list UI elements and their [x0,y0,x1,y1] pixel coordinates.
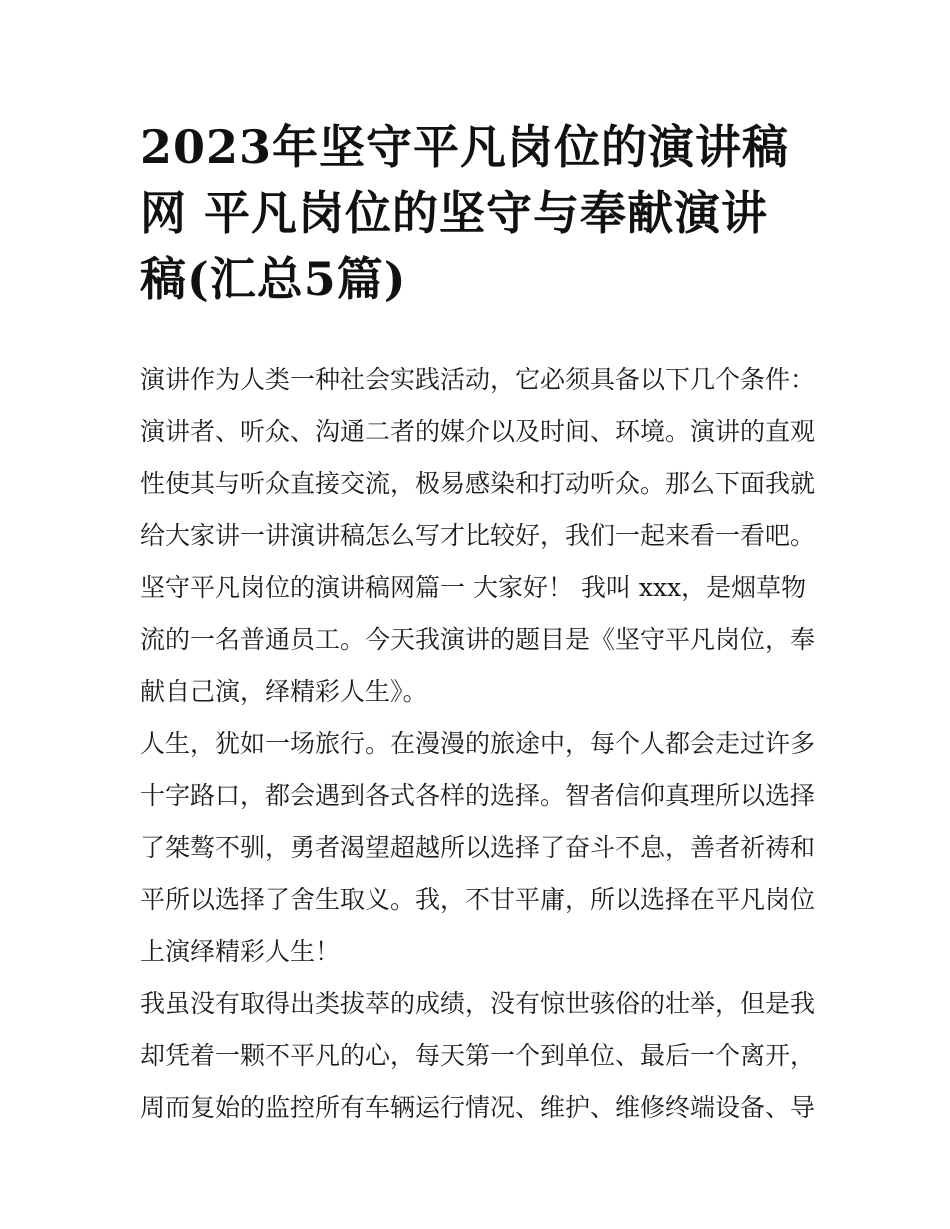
body-line: 了桀骜不驯，勇者渴望超越所以选择了奋斗不息，善者祈祷和 [140,833,816,862]
body-line: 献自己演，绎精彩人生》。 [140,677,428,706]
body-line: 演讲作为人类一种社会实践活动，它必须具备以下几个条件： [140,365,816,394]
body-line: 却凭着一颗不平凡的心，每天第一个到单位、最后一个离开， [140,1041,816,1070]
title-line: 2023年坚守平凡岗位的演讲稿 [140,120,790,174]
body-line: 周而复始的监控所有车辆运行情况、维护、维修终端设备、导 [140,1093,816,1122]
body-line: 十字路口，都会遇到各式各样的选择。智者信仰真理所以选择 [140,781,816,810]
body-line: 平所以选择了舍生取义。我，不甘平庸，所以选择在平凡岗位 [140,885,816,914]
body-line: 人生，犹如一场旅行。在漫漫的旅途中，每个人都会走过许多 [140,729,816,758]
document-title [140,114,820,312]
document-body [140,354,820,1134]
body-line: 流的一名普通员工。今天我演讲的题目是《坚守平凡岗位，奉 [140,625,816,654]
body-line: 演讲者、听众、沟通二者的媒介以及时间、环境。演讲的直观 [140,417,816,446]
body-line: 性使其与听众直接交流，极易感染和打动听众。那么下面我就 [140,469,816,498]
body-line: 上演绎精彩人生！ [140,937,341,966]
title-line: 网 平凡岗位的坚守与奉献演讲 [140,186,769,240]
body-line: 我虽没有取得出类拔萃的成绩，没有惊世骇俗的壮举，但是我 [140,989,816,1018]
body-line: 给大家讲一讲演讲稿怎么写才比较好，我们一起来看一看吧。 [140,521,816,550]
body-line: 坚守平凡岗位的演讲稿网篇一 大家好！ 我叫 xxx，是烟草物 [140,573,807,602]
title-line: 稿(汇总5篇) [140,252,407,306]
